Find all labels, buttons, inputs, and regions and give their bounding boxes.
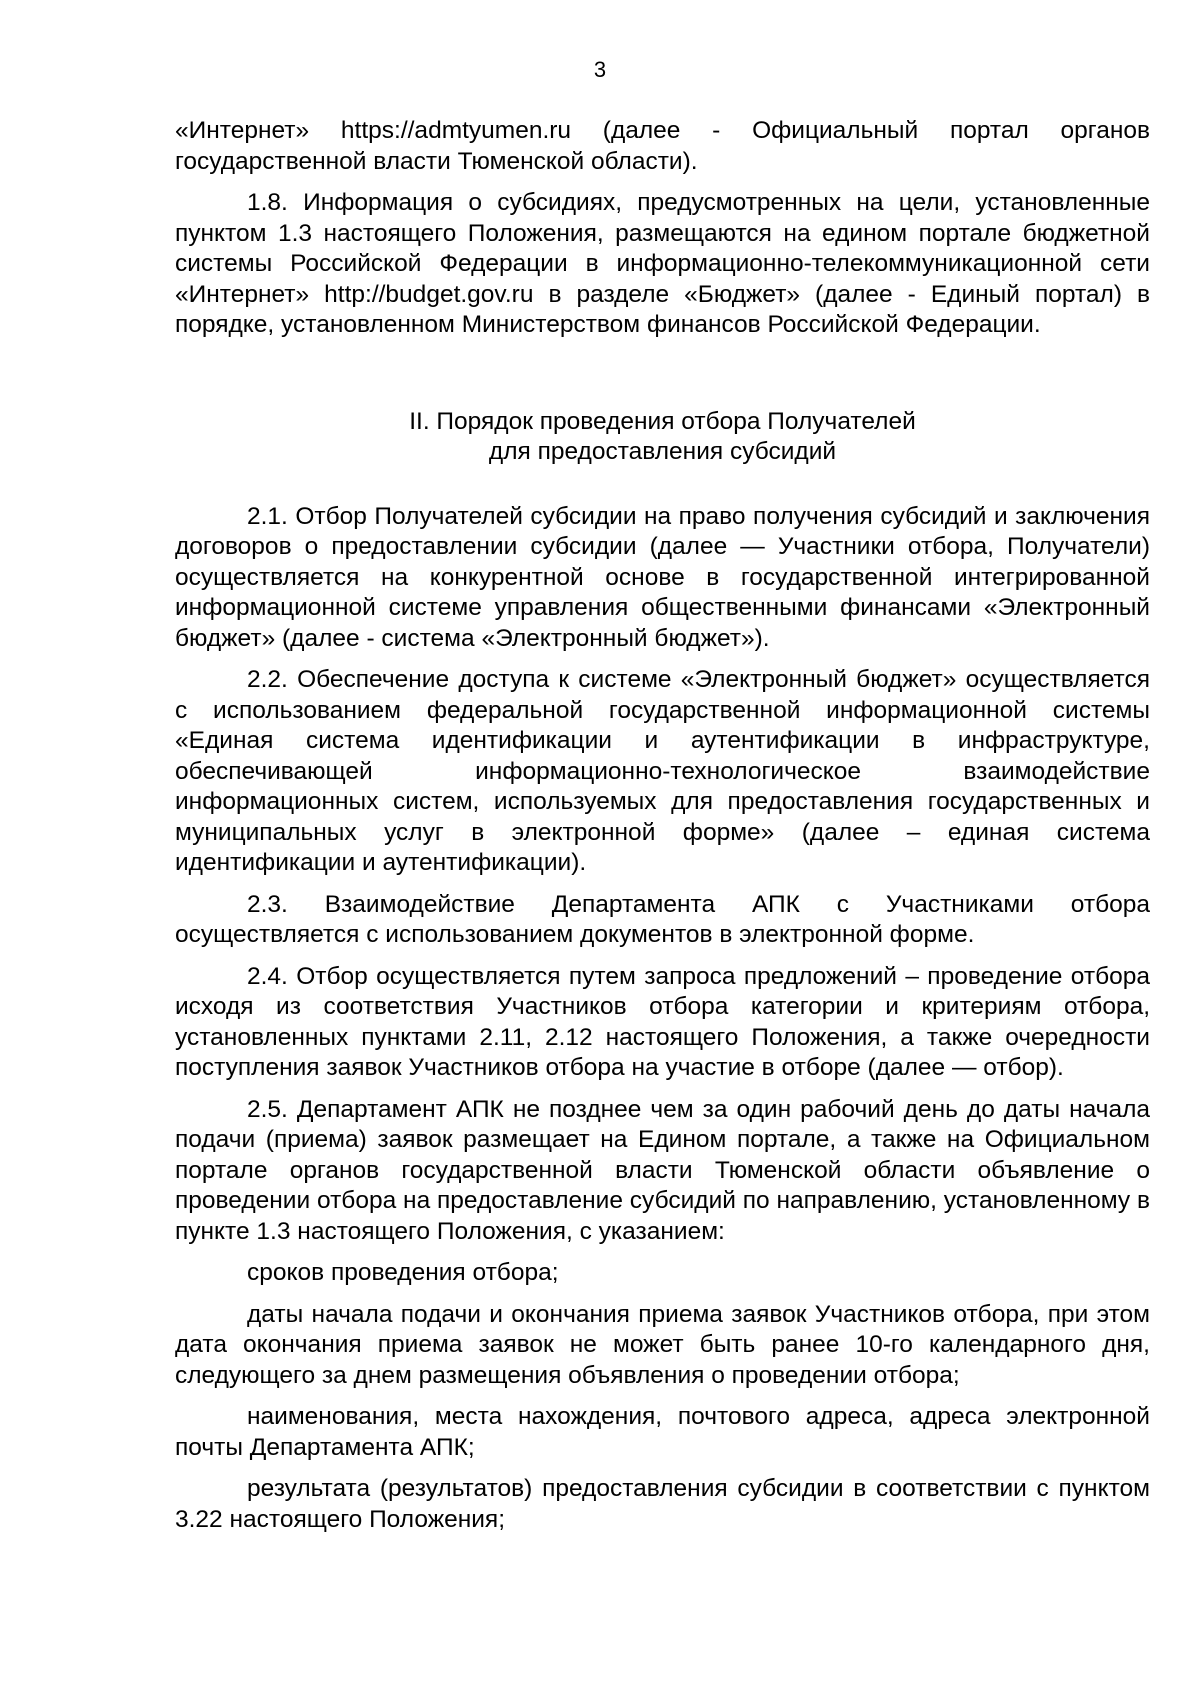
paragraph-2-2: 2.2. Обеспечение доступа к системе «Электронный бюджет» осуществляется с использованием федеральной государственной информационной системы «Единая система идентификации и аутентификации в инфраструктуре, обеспечивающей информационно-технологическое взаимодействие информационных систем, используемых для предоставления государственных и муниципальных услуг в электронной форме» (далее – единая система идентификации и аутентификации).: [175, 666, 1150, 876]
paragraph-2-3: 2.3. Взаимодействие Департамента АПК с Участниками отбора осуществляется с использованием документов в электронной форме.: [175, 890, 1150, 948]
list-item-results: результата (результатов) предоставления субсидии в соответствии с пунктом 3.22 настоящего Положения;: [175, 1475, 1150, 1533]
list-item-deadlines: сроков проведения отбора;: [247, 1259, 559, 1286]
list-item-dates: даты начала подачи и окончания приема заявок Участников отбора, при этом дата окончания приема заявок не может быть ранее 10-го календарного дня, следующего за днем размещения объявления о проведении отбора;: [175, 1300, 1150, 1389]
paragraph-continuation: «Интернет» https://admtyumen.ru (далее - Официальный портал органов государственной власти Тюменской области).: [175, 117, 1150, 175]
list-item-contacts: наименования, места нахождения, почтового адреса, адреса электронной почты Департамента АПК;: [175, 1403, 1150, 1461]
section-heading-line-2: для предоставления субсидий: [488, 438, 837, 465]
paragraph-2-4: 2.4. Отбор осуществляется путем запроса предложений – проведение отбора исходя из соответствия Участников отбора категории и критериям отбора, установленных пунктами 2.11, 2.12 настоящего Положения, а также очередности поступления заявок Участников отбора на участие в отборе (далее — отбор).: [175, 962, 1150, 1081]
paragraph-2-1: 2.1. Отбор Получателей субсидии на право получения субсидий и заключения договоров о предоставлении субсидии (далее — Участники отбора, Получатели) осуществляется на конкурентной основе в государственной интегрированной информационной системе управления общественными финансами «Электронный бюджет» (далее - система «Электронный бюджет»).: [175, 502, 1150, 652]
document-body: [175, 116, 1150, 1546]
section-heading: [175, 407, 1150, 468]
paragraph-1-8: 1.8. Информация о субсидиях, предусмотренных на цели, установленные пунктом 1.3 настоящего Положения, размещаются на едином портале бюджетной системы Российской Федерации в информационно-телекоммуникационной сети «Интернет» http://budget.gov.ru в разделе «Бюджет» (далее - Единый портал) в порядке, установленном Министерством финансов Российской Федерации.: [175, 189, 1150, 338]
paragraph-2-5: 2.5. Департамент АПК не позднее чем за один рабочий день до даты начала подачи (приема) заявок размещает на Едином портале, а также на Официальном портале органов государственной власти Тюменской области объявление о проведении отбора на предоставление субсидий по направлению, установленному в пункте 1.3 настоящего Положения, с указанием:: [175, 1095, 1150, 1245]
page-number: 3: [593, 57, 607, 82]
section-heading-line-1: II. Порядок проведения отбора Получателей: [409, 407, 916, 435]
